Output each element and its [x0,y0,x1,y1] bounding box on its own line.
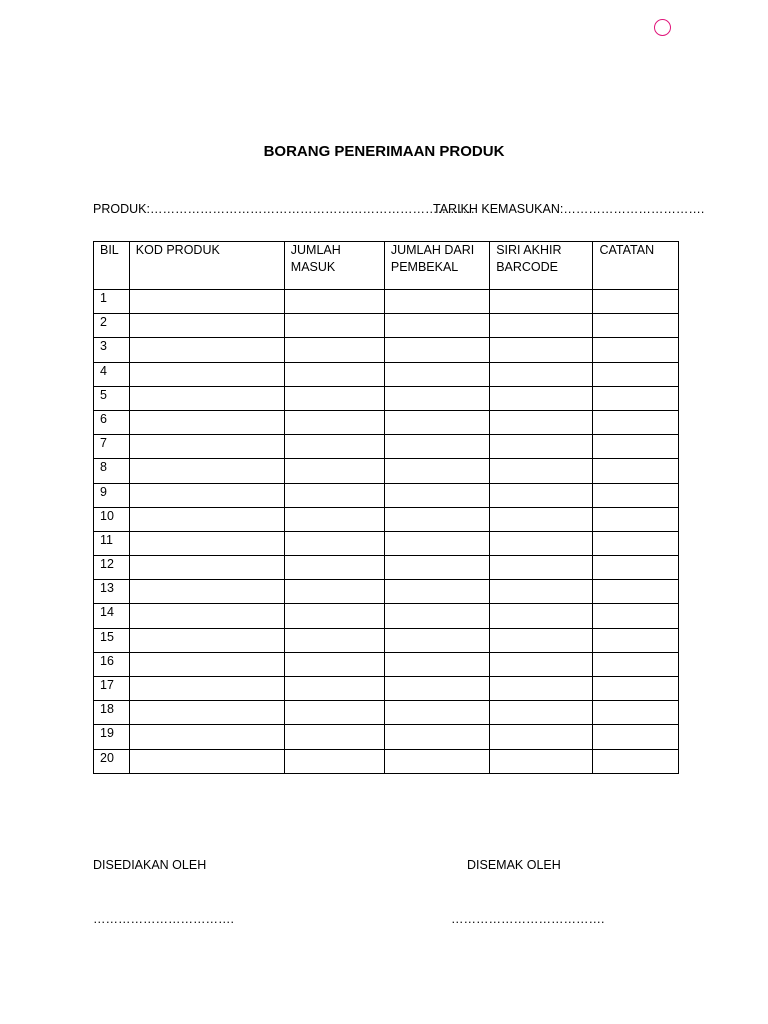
cell-jumlah-dari-pembekal[interactable] [384,580,489,604]
cell-jumlah-masuk[interactable] [284,749,384,773]
cell-catatan[interactable] [593,556,679,580]
cell-catatan[interactable] [593,290,679,314]
cell-kod-produk[interactable] [129,459,284,483]
table-row [94,362,679,386]
cell-bil: 3 [94,338,130,362]
header-kod-produk: KOD PRODUK [129,242,284,290]
cell-catatan[interactable] [593,362,679,386]
header-bil: BIL [94,242,130,290]
cell-jumlah-dari-pembekal[interactable] [384,701,489,725]
table-row [94,435,679,459]
cell-kod-produk[interactable] [129,749,284,773]
cell-jumlah-masuk[interactable] [284,725,384,749]
table-row [94,459,679,483]
cell-kod-produk[interactable] [129,435,284,459]
cell-kod-produk[interactable] [129,410,284,434]
cell-siri-akhir-barcode[interactable] [490,314,593,338]
cell-jumlah-masuk[interactable] [284,604,384,628]
cell-jumlah-dari-pembekal[interactable] [384,290,489,314]
cell-siri-akhir-barcode[interactable] [490,604,593,628]
cell-jumlah-dari-pembekal[interactable] [384,677,489,701]
cell-catatan[interactable] [593,386,679,410]
cell-jumlah-masuk[interactable] [284,531,384,555]
cell-kod-produk[interactable] [129,725,284,749]
cell-bil: 20 [94,749,130,773]
receipt-table [93,241,679,774]
table-header-row [94,242,679,290]
cell-jumlah-dari-pembekal[interactable] [384,556,489,580]
cell-catatan[interactable] [593,338,679,362]
cell-bil: 11 [94,531,130,555]
table-row [94,386,679,410]
cell-kod-produk[interactable] [129,338,284,362]
cell-catatan[interactable] [593,749,679,773]
cell-bil: 16 [94,652,130,676]
cell-catatan[interactable] [593,531,679,555]
table-row [94,314,679,338]
cell-jumlah-dari-pembekal[interactable] [384,749,489,773]
cell-siri-akhir-barcode[interactable] [490,410,593,434]
cell-bil: 6 [94,410,130,434]
cell-bil: 4 [94,362,130,386]
table-row [94,628,679,652]
cell-bil: 15 [94,628,130,652]
cell-jumlah-dari-pembekal[interactable] [384,410,489,434]
cell-bil: 1 [94,290,130,314]
cell-bil: 12 [94,556,130,580]
cell-jumlah-masuk[interactable] [284,483,384,507]
table-row [94,725,679,749]
table-row [94,580,679,604]
cell-siri-akhir-barcode[interactable] [490,677,593,701]
table-row [94,531,679,555]
table-row [94,604,679,628]
checked-by-label: DISEMAK OLEH [467,858,561,872]
cell-jumlah-dari-pembekal[interactable] [384,435,489,459]
prepared-by-signature-line[interactable]: ……………………………. [93,912,234,926]
cell-bil: 13 [94,580,130,604]
cell-catatan[interactable] [593,652,679,676]
table-row [94,410,679,434]
cell-siri-akhir-barcode[interactable] [490,507,593,531]
cell-jumlah-dari-pembekal[interactable] [384,604,489,628]
cell-jumlah-masuk[interactable] [284,386,384,410]
cell-jumlah-masuk[interactable] [284,290,384,314]
cell-siri-akhir-barcode[interactable] [490,749,593,773]
cell-catatan[interactable] [593,701,679,725]
table-row [94,749,679,773]
cell-siri-akhir-barcode[interactable] [490,386,593,410]
cell-bil: 8 [94,459,130,483]
cell-catatan[interactable] [593,725,679,749]
cell-jumlah-dari-pembekal[interactable] [384,459,489,483]
cell-jumlah-masuk[interactable] [284,556,384,580]
cell-siri-akhir-barcode[interactable] [490,338,593,362]
cell-kod-produk[interactable] [129,531,284,555]
table-row [94,652,679,676]
cell-kod-produk[interactable] [129,677,284,701]
cell-kod-produk[interactable] [129,314,284,338]
cell-kod-produk[interactable] [129,483,284,507]
cell-jumlah-masuk[interactable] [284,628,384,652]
table-row [94,701,679,725]
cell-bil: 19 [94,725,130,749]
cell-jumlah-dari-pembekal[interactable] [384,362,489,386]
cell-jumlah-dari-pembekal[interactable] [384,386,489,410]
header-jumlah-masuk: JUMLAH MASUK [284,242,384,290]
cell-jumlah-masuk[interactable] [284,410,384,434]
cell-catatan[interactable] [593,628,679,652]
table-row [94,338,679,362]
header-catatan: CATATAN [593,242,679,290]
table-row [94,290,679,314]
cell-bil: 9 [94,483,130,507]
cell-kod-produk[interactable] [129,701,284,725]
cell-jumlah-dari-pembekal[interactable] [384,628,489,652]
cell-jumlah-dari-pembekal[interactable] [384,338,489,362]
cell-catatan[interactable] [593,410,679,434]
table-row [94,507,679,531]
cell-bil: 10 [94,507,130,531]
prepared-by-label: DISEDIAKAN OLEH [93,858,207,872]
cell-catatan[interactable] [593,483,679,507]
document-title: BORANG PENERIMAAN PRODUK [263,143,505,160]
cell-jumlah-dari-pembekal[interactable] [384,507,489,531]
cell-bil: 17 [94,677,130,701]
table-row [94,677,679,701]
cell-kod-produk[interactable] [129,507,284,531]
cell-bil: 7 [94,435,130,459]
header-jumlah-dari-pembekal: JUMLAH DARI PEMBEKAL [384,242,489,290]
cell-siri-akhir-barcode[interactable] [490,531,593,555]
cell-bil: 14 [94,604,130,628]
cell-siri-akhir-barcode[interactable] [490,290,593,314]
cell-jumlah-dari-pembekal[interactable] [384,725,489,749]
cell-catatan[interactable] [593,459,679,483]
cell-jumlah-masuk[interactable] [284,435,384,459]
table-row [94,556,679,580]
cell-jumlah-dari-pembekal[interactable] [384,483,489,507]
cell-jumlah-masuk[interactable] [284,677,384,701]
cell-jumlah-dari-pembekal[interactable] [384,531,489,555]
cell-siri-akhir-barcode[interactable] [490,435,593,459]
cell-jumlah-masuk[interactable] [284,507,384,531]
checked-by-signature-line[interactable]: ………………………………. [451,912,605,926]
cell-catatan[interactable] [593,580,679,604]
cell-jumlah-masuk[interactable] [284,652,384,676]
cell-jumlah-dari-pembekal[interactable] [384,652,489,676]
cell-jumlah-masuk[interactable] [284,701,384,725]
cell-catatan[interactable] [593,507,679,531]
cell-catatan[interactable] [593,314,679,338]
cell-kod-produk[interactable] [129,386,284,410]
cell-jumlah-masuk[interactable] [284,314,384,338]
table-row [94,483,679,507]
cell-siri-akhir-barcode[interactable] [490,652,593,676]
cell-siri-akhir-barcode[interactable] [490,483,593,507]
cell-siri-akhir-barcode[interactable] [490,362,593,386]
cell-kod-produk[interactable] [129,362,284,386]
cell-siri-akhir-barcode[interactable] [490,459,593,483]
cell-siri-akhir-barcode[interactable] [490,628,593,652]
cell-catatan[interactable] [593,677,679,701]
cell-bil: 5 [94,386,130,410]
cell-siri-akhir-barcode[interactable] [490,701,593,725]
cell-kod-produk[interactable] [129,580,284,604]
tarikh-kemasukan-field[interactable]: TARIKH KEMASUKAN:……………………………. [433,202,705,216]
cell-jumlah-masuk[interactable] [284,338,384,362]
cell-kod-produk[interactable] [129,290,284,314]
produk-field[interactable]: PRODUK:…………………………………………………………………… [93,202,475,216]
pink-circle-mark [654,19,671,36]
cell-catatan[interactable] [593,435,679,459]
cell-siri-akhir-barcode[interactable] [490,556,593,580]
cell-kod-produk[interactable] [129,556,284,580]
cell-kod-produk[interactable] [129,628,284,652]
cell-bil: 2 [94,314,130,338]
cell-bil: 18 [94,701,130,725]
cell-catatan[interactable] [593,604,679,628]
cell-siri-akhir-barcode[interactable] [490,725,593,749]
cell-kod-produk[interactable] [129,604,284,628]
cell-jumlah-masuk[interactable] [284,362,384,386]
cell-siri-akhir-barcode[interactable] [490,580,593,604]
cell-jumlah-masuk[interactable] [284,580,384,604]
header-siri-akhir-barcode: SIRI AKHIR BARCODE [490,242,593,290]
cell-jumlah-dari-pembekal[interactable] [384,314,489,338]
cell-kod-produk[interactable] [129,652,284,676]
cell-jumlah-masuk[interactable] [284,459,384,483]
